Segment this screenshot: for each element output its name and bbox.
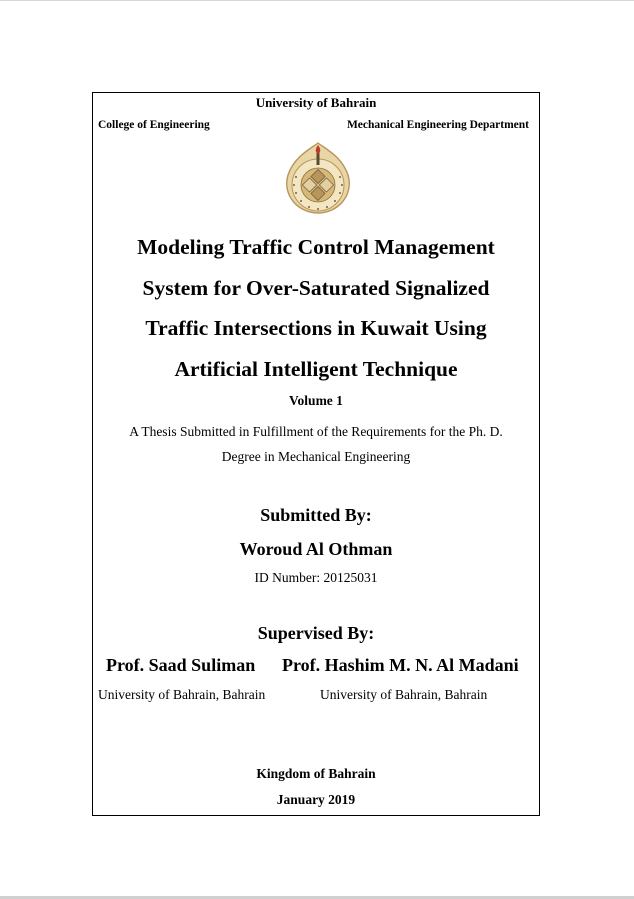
thesis-title-line: Modeling Traffic Control Management	[137, 235, 495, 259]
department-name: Mechanical Engineering Department	[346, 119, 529, 131]
thesis-title-line: System for Over-Saturated Signalized	[142, 275, 490, 300]
thesis-statement	[93, 419, 539, 469]
supervisor-name-1: Prof. Saad Suliman	[106, 655, 256, 675]
supervised-by-heading: Supervised By:	[257, 623, 375, 643]
thesis-title-line: Traffic Intersections in Kuwait Using	[145, 316, 487, 340]
university-name: University of Bahrain	[255, 95, 377, 110]
page-top-edge	[0, 0, 634, 1]
thesis-title-line: Artificial Intelligent Technique	[174, 356, 458, 381]
thesis-statement-line: A Thesis Submitted in Fulfillment of the Requirements for the Ph. D.	[129, 424, 503, 439]
author-name: Woroud Al Othman	[239, 539, 393, 559]
submitted-by-heading: Submitted By:	[260, 505, 372, 525]
thesis-statement-line: Degree in Mechanical Engineering	[221, 449, 411, 464]
supervisor-affiliation-2: University of Bahrain, Bahrain	[320, 687, 488, 702]
supervisor-affiliation-1: University of Bahrain, Bahrain	[98, 687, 266, 702]
country-name: Kingdom of Bahrain	[256, 766, 376, 781]
university-seal-icon	[282, 141, 354, 217]
supervisor-name-2: Prof. Hashim M. N. Al Madani	[282, 655, 519, 675]
submission-date: January 2019	[276, 792, 356, 807]
volume-label: Volume 1	[289, 393, 343, 408]
thesis-title	[93, 227, 539, 389]
student-id-number: ID Number: 20125031	[254, 570, 378, 585]
college-name: College of Engineering	[98, 119, 210, 131]
title-page-border	[92, 92, 540, 816]
